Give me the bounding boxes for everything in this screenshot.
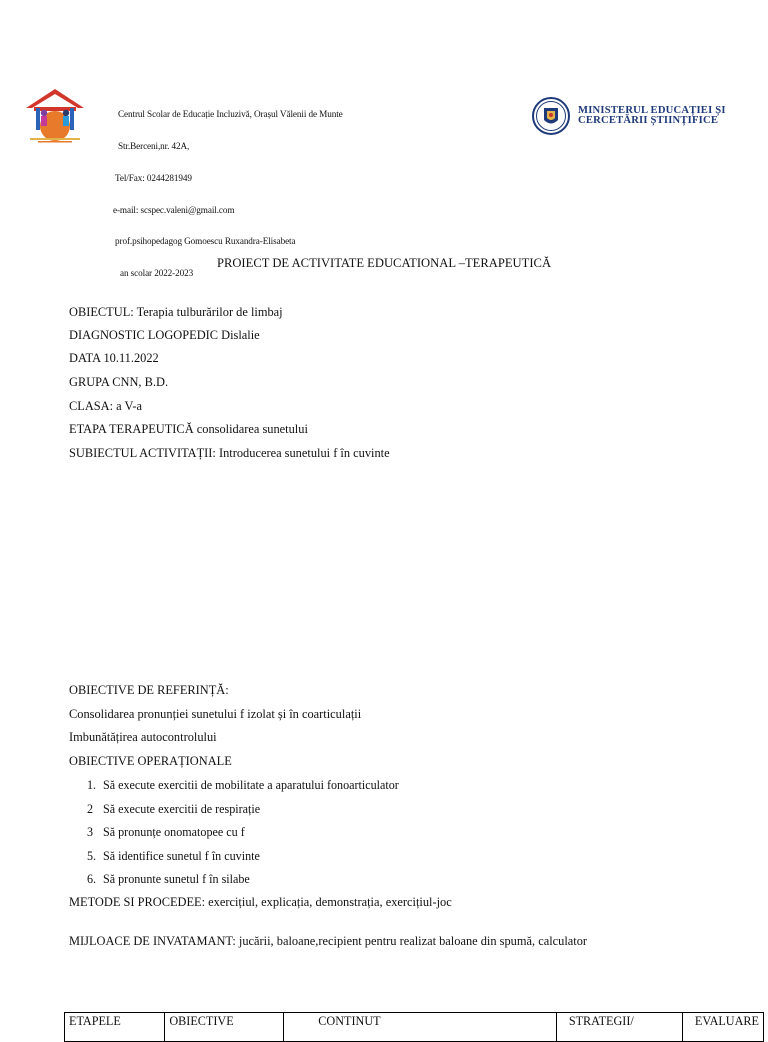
ministry-logo	[532, 96, 726, 136]
ref-objective-item: Consolidarea pronunției sunetului f izolat și în coarticulații	[69, 707, 362, 721]
means-line: MIJLOACE DE INVATAMANT: jucării, baloane,recipient pentru realizat baloane din spumă, calculator	[69, 934, 588, 948]
ministry-name-line-2: CERCETĂRII ȘTIINȚIFICE	[578, 115, 719, 126]
op-objective-item: 3 Să pronunțe onomatopee cu f	[87, 825, 245, 839]
school-email: e-mail: scspec.valeni@gmail.com	[113, 204, 235, 215]
school-year: an scolar 2022-2023	[120, 268, 194, 279]
field-clasa: CLASA: a V-a	[69, 399, 142, 413]
field-etapa: ETAPA TERAPEUTICĂ consolidarea sunetului	[69, 422, 308, 436]
document-title: PROIECT DE ACTIVITATE EDUCATIONAL –TERAPEUTICĂ	[216, 256, 552, 270]
op-objectives-heading: OBIECTIVE OPERAȚIONALE	[69, 754, 232, 768]
table-header-obiective: OBIECTIVE	[165, 1013, 284, 1042]
ref-objective-item: Imbunătățirea autocontrolului	[69, 730, 217, 744]
field-diagnostic: DIAGNOSTIC LOGOPEDIC Dislalie	[69, 328, 260, 342]
op-objective-item: 1. Să execute exercitii de mobilitate a aparatului fonoarticulator	[87, 778, 399, 792]
school-phone: Tel/Fax: 0244281949	[115, 172, 192, 183]
table-header-etapele: ETAPELE	[65, 1013, 165, 1042]
op-objective-item: 5. Să identifice sunetul f în cuvinte	[87, 849, 260, 863]
methods-line: METODE SI PROCEDEE: exercițiul, explicația, demonstrația, exercițiul-joc	[69, 895, 452, 909]
school-address: Str.Berceni,nr. 42A,	[118, 140, 190, 151]
op-objective-item: 2 Să execute exercitii de respirație	[87, 802, 261, 816]
school-logo	[24, 86, 86, 144]
field-obiectul: OBIECTUL: Terapia tulburărilor de limbaj	[69, 305, 283, 319]
table-header-row	[65, 1013, 764, 1042]
ministry-name-line-1: MINISTERUL EDUCAȚIEI ȘI	[578, 104, 726, 116]
ministry-crest-icon	[532, 96, 570, 136]
table-header-evaluare: EVALUARE	[682, 1013, 763, 1042]
ref-objectives-heading: OBIECTIVE DE REFERINȚĂ:	[69, 683, 229, 697]
table-header-continut: CONTINUT	[284, 1013, 557, 1042]
field-grupa: GRUPA CNN, B.D.	[69, 375, 169, 389]
teacher-name: prof.psihopedagog Gomoescu Ruxandra-Elisabeta	[115, 236, 296, 247]
activity-table	[64, 1012, 764, 1042]
field-data: DATA 10.11.2022	[69, 351, 159, 365]
field-subiect: SUBIECTUL ACTIVITAȚII: Introducerea sunetului f în cuvinte	[69, 446, 390, 460]
table-header-strategii: STRATEGII/	[556, 1013, 682, 1042]
op-objective-item: 6. Să pronunte sunetul f în silabe	[87, 872, 250, 886]
school-name: Centrul Scolar de Educație Incluzivă, Orașul Vălenii de Munte	[118, 109, 343, 120]
